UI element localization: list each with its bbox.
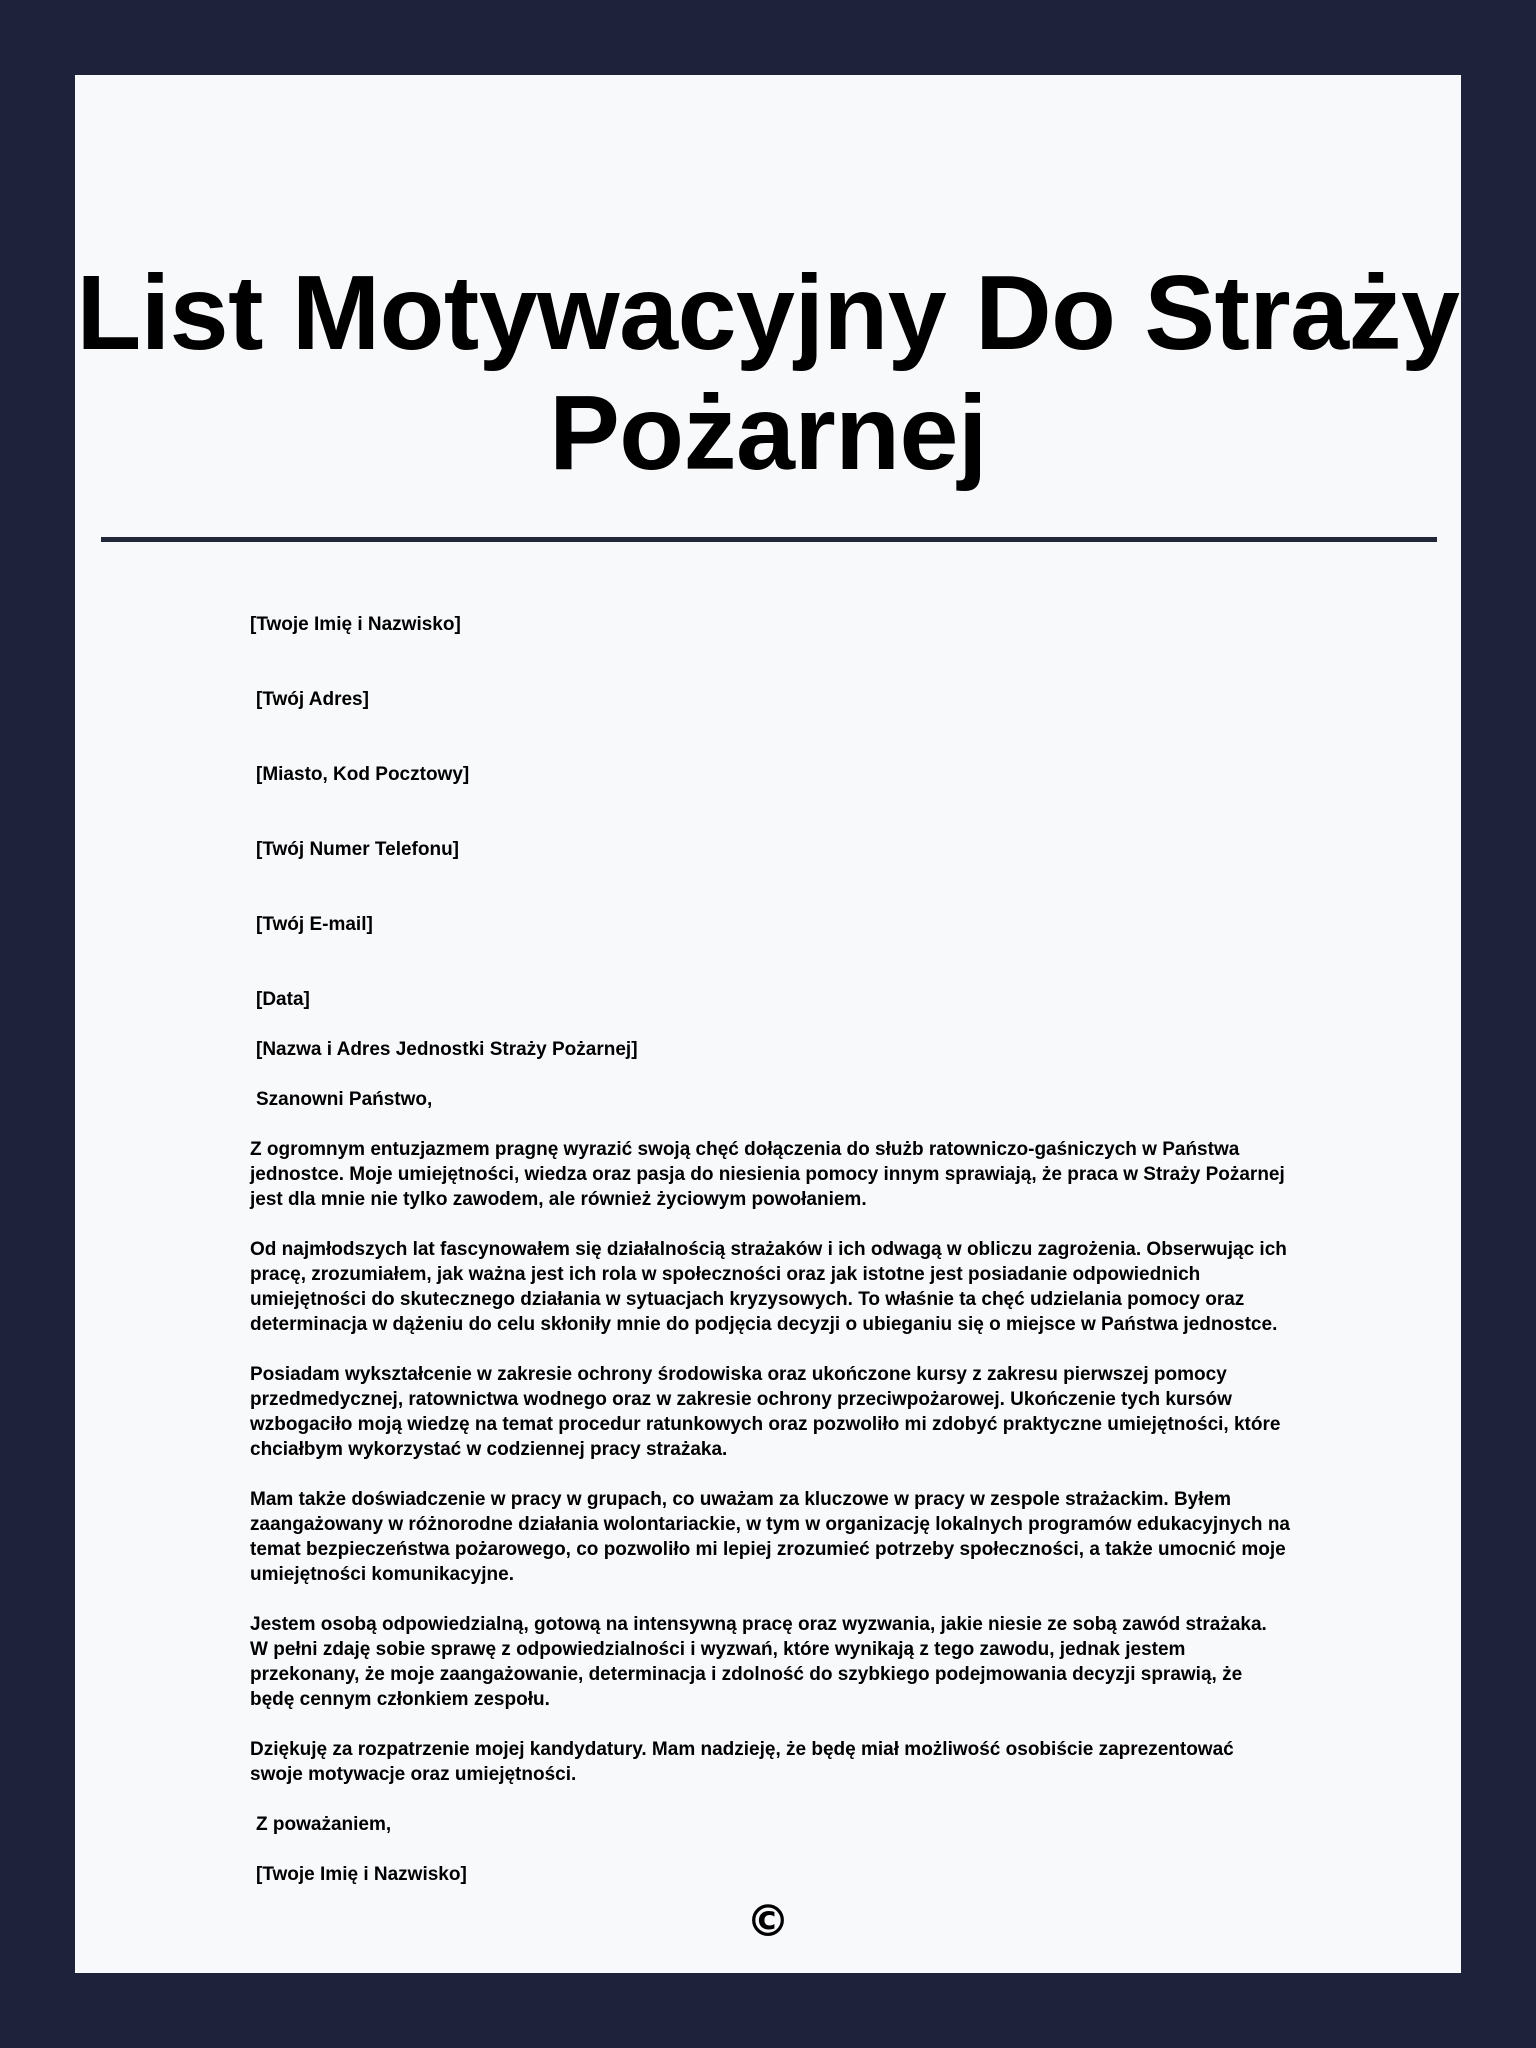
letter-paragraph-4: Mam także doświadczenie w pracy w grupach, co uważam za kluczowe w pracy w zespole strażackim. Byłem zaangażowany w różnorodne działania wolontariackie, w tym w organizację lokalnych programów edukacyjnych na temat bezpieczeństwa pożarowego, co pozwoliło mi lepiej zrozumieć potrzeby społeczności, a także umocnić moje umiejętności komunikacyjne.	[250, 1489, 1290, 1585]
sender-city-postcode: [Miasto, Kod Pocztowy]	[256, 764, 470, 785]
letter-paragraph-2: Od najmłodszych lat fascynowałem się działalnością strażaków i ich odwagą w obliczu zagrożenia. Obserwując ich pracę, zrozumiałem, jak ważna jest ich rola w społeczności oraz jak istotne jest posiadanie odpowiednich umiejętności do skutecznego działania w sytuacjach kryzysowych. To właśnie ta chęć udzielania pomocy oraz determinacja w dążeniu do celu skłoniły mnie do podjęcia decyzji o ubieganiu się o miejsce w Państwa jednostce.	[250, 1239, 1287, 1335]
document-title: List Motywacyjny Do Straży Pożarnej	[76, 254, 1460, 492]
letter-date: [Data]	[256, 989, 310, 1010]
sender-name: [Twoje Imię i Nazwisko]	[250, 614, 461, 635]
letter-body	[250, 587, 1370, 1912]
letter-paragraph-1: Z ogromnym entuzjazmem pragnę wyrazić swoją chęć dołączenia do służb ratowniczo-gaśniczych w Państwa jednostce. Moje umiejętności, wiedza oraz pasja do niesienia pomocy innym sprawiają, że praca w Straży Pożarnej jest dla mnie nie tylko zawodem, ale również życiowym powołaniem.	[250, 1139, 1285, 1210]
closing: Z poważaniem,	[256, 1814, 392, 1835]
sender-phone: [Twój Numer Telefonu]	[256, 839, 460, 860]
letter-paragraph-5: Jestem osobą odpowiedzialną, gotową na intensywną pracę oraz wyzwania, jakie niesie ze sobą zawód strażaka. W pełni zdaję sobie sprawę z odpowiedzialności i wyzwań, które wynikają z tego zawodu, jednak jestem przekonany, że moje zaangażowanie, determinacja i zdolność do szybkiego podejmowania decyzji sprawią, że będę cennym członkiem zespołu.	[250, 1614, 1267, 1710]
title-divider	[101, 537, 1437, 542]
sender-address: [Twój Adres]	[256, 689, 369, 710]
recipient-address: [Nazwa i Adres Jednostki Straży Pożarnej]	[256, 1039, 638, 1060]
letter-paragraph-6: Dziękuję za rozpatrzenie mojej kandydatury. Mam nadzieję, że będę miał możliwość osobiście zaprezentować swoje motywacje oraz umiejętności.	[250, 1739, 1234, 1785]
copyright-icon: ©	[746, 1896, 790, 1947]
salutation: Szanowni Państwo,	[256, 1089, 433, 1110]
sender-email: [Twój E-mail]	[256, 914, 373, 935]
signature: [Twoje Imię i Nazwisko]	[256, 1864, 467, 1885]
letter-paragraph-3: Posiadam wykształcenie w zakresie ochrony środowiska oraz ukończone kursy z zakresu pierwszej pomocy przedmedycznej, ratownictwa wodnego oraz w zakresie ochrony przeciwpożarowej. Ukończenie tych kursów wzbogaciło moją wiedzę na temat procedur ratunkowych oraz pozwoliło mi zdobyć praktyczne umiejętności, które chciałbym wykorzystać w codziennej pracy strażaka.	[250, 1364, 1281, 1460]
document-page	[75, 75, 1461, 1973]
